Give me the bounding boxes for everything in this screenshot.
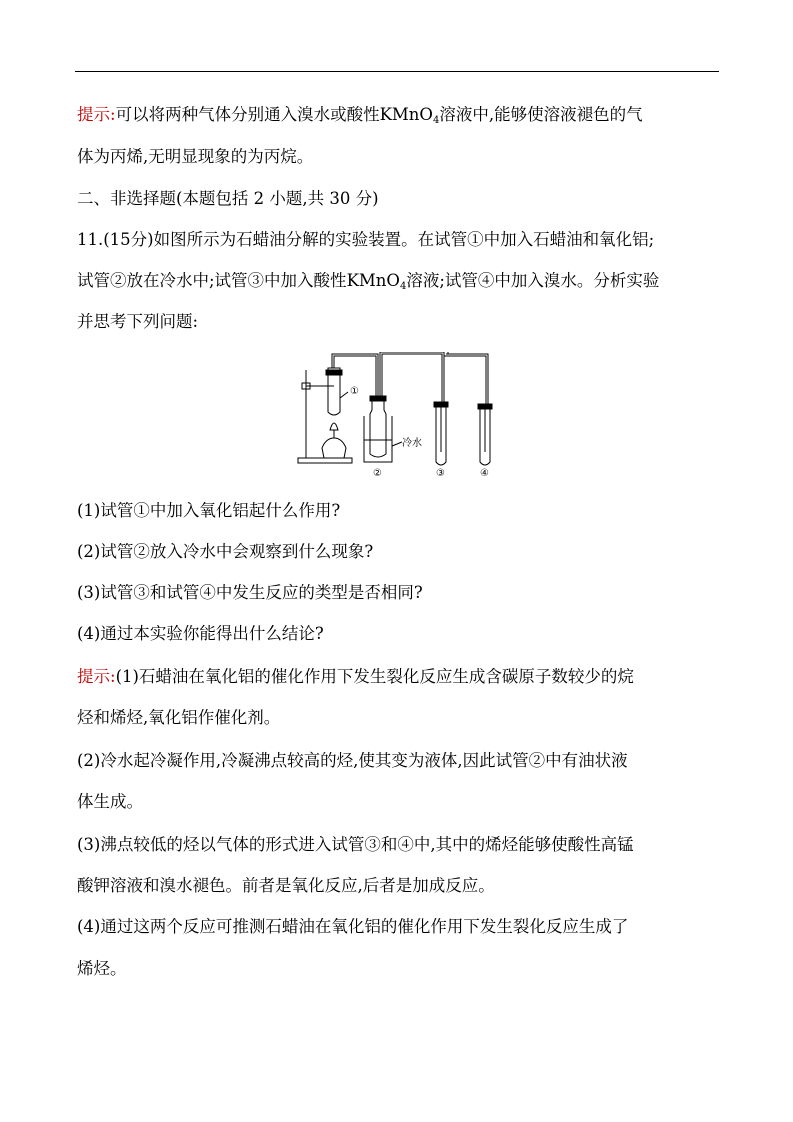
- answer-text: (1)石蜡油在氧化铝的催化作用下发生裂化反应生成含碳原子数较少的烷: [115, 667, 634, 686]
- label-1: ①: [350, 386, 359, 397]
- question-11-line-1: 11.(15分)如图所示为石蜡油分解的实验装置。在试管①中加入石蜡油和氧化铝;: [77, 230, 655, 249]
- label-3: ③: [436, 468, 445, 479]
- question-11-line-2: [77, 270, 659, 292]
- hint-label: 提示:: [77, 667, 116, 686]
- stand-base: [298, 458, 352, 463]
- test-tube-2: [370, 401, 386, 457]
- hint-line-1: [77, 104, 643, 126]
- answer-2-line-2: 体生成。: [77, 792, 143, 811]
- answer-1-line-1: [77, 666, 634, 688]
- answer-1-line-2: 烃和烯烃,氧化铝作催化剂。: [77, 708, 281, 727]
- answer-2-line-1: (2)冷水起冷凝作用,冷凝沸点较高的烃,使其变为液体,因此试管②中有油状液: [77, 751, 628, 770]
- answer-3-line-1: (3)沸点较低的烃以气体的形式进入试管③和④中,其中的烯烃能够使酸性高锰: [77, 835, 634, 854]
- header-rule: [75, 71, 719, 72]
- label-4: ④: [480, 468, 489, 479]
- answer-3-line-2: 酸钾溶液和溴水褪色。前者是氧化反应,后者是加成反应。: [77, 876, 495, 895]
- question-4: (4)通过本实验你能得出什么结论?: [77, 624, 324, 643]
- delivery-tube-3: [444, 352, 486, 404]
- answer-4-line-1: (4)通过这两个反应可推测石蜡油在氧化铝的催化作用下发生裂化反应生成了: [77, 917, 629, 936]
- hint-text: 溶液中,能够使溶液褪色的气: [439, 105, 643, 124]
- formula: KMnO: [379, 105, 433, 124]
- delivery-tube-2: [382, 354, 442, 402]
- question-text: 溶液;试管④中加入溴水。分析实验: [406, 271, 660, 290]
- answer-4-line-2: 烯烃。: [77, 959, 127, 978]
- alcohol-lamp: [322, 438, 346, 458]
- question-text: 试管②放在冷水中;试管③中加入酸性: [77, 271, 347, 290]
- cold-water-label: 冷水: [402, 438, 422, 449]
- label-2: ②: [373, 468, 382, 479]
- hint-line-2: 体为丙烯,无明显现象的为丙烷。: [77, 147, 314, 166]
- formula: KMnO: [346, 271, 400, 290]
- question-11-line-3: 并思考下列问题:: [77, 312, 199, 331]
- section-heading: 二、非选择题(本题包括 2 小题,共 30 分): [77, 189, 379, 208]
- hint-text: 可以将两种气体分别通入溴水或酸性: [115, 105, 380, 124]
- question-1: (1)试管①中加入氧化铝起什么作用?: [77, 501, 341, 520]
- question-3: (3)试管③和试管④中发生反应的类型是否相同?: [77, 583, 423, 602]
- question-2: (2)试管②放入冷水中会观察到什么现象?: [77, 542, 374, 561]
- beaker: [364, 416, 392, 462]
- flame: [330, 423, 338, 430]
- formula-subscript: 4: [399, 281, 407, 292]
- hint-label: 提示:: [77, 105, 116, 124]
- formula-subscript: 4: [432, 115, 440, 126]
- apparatus-figure: [296, 352, 496, 480]
